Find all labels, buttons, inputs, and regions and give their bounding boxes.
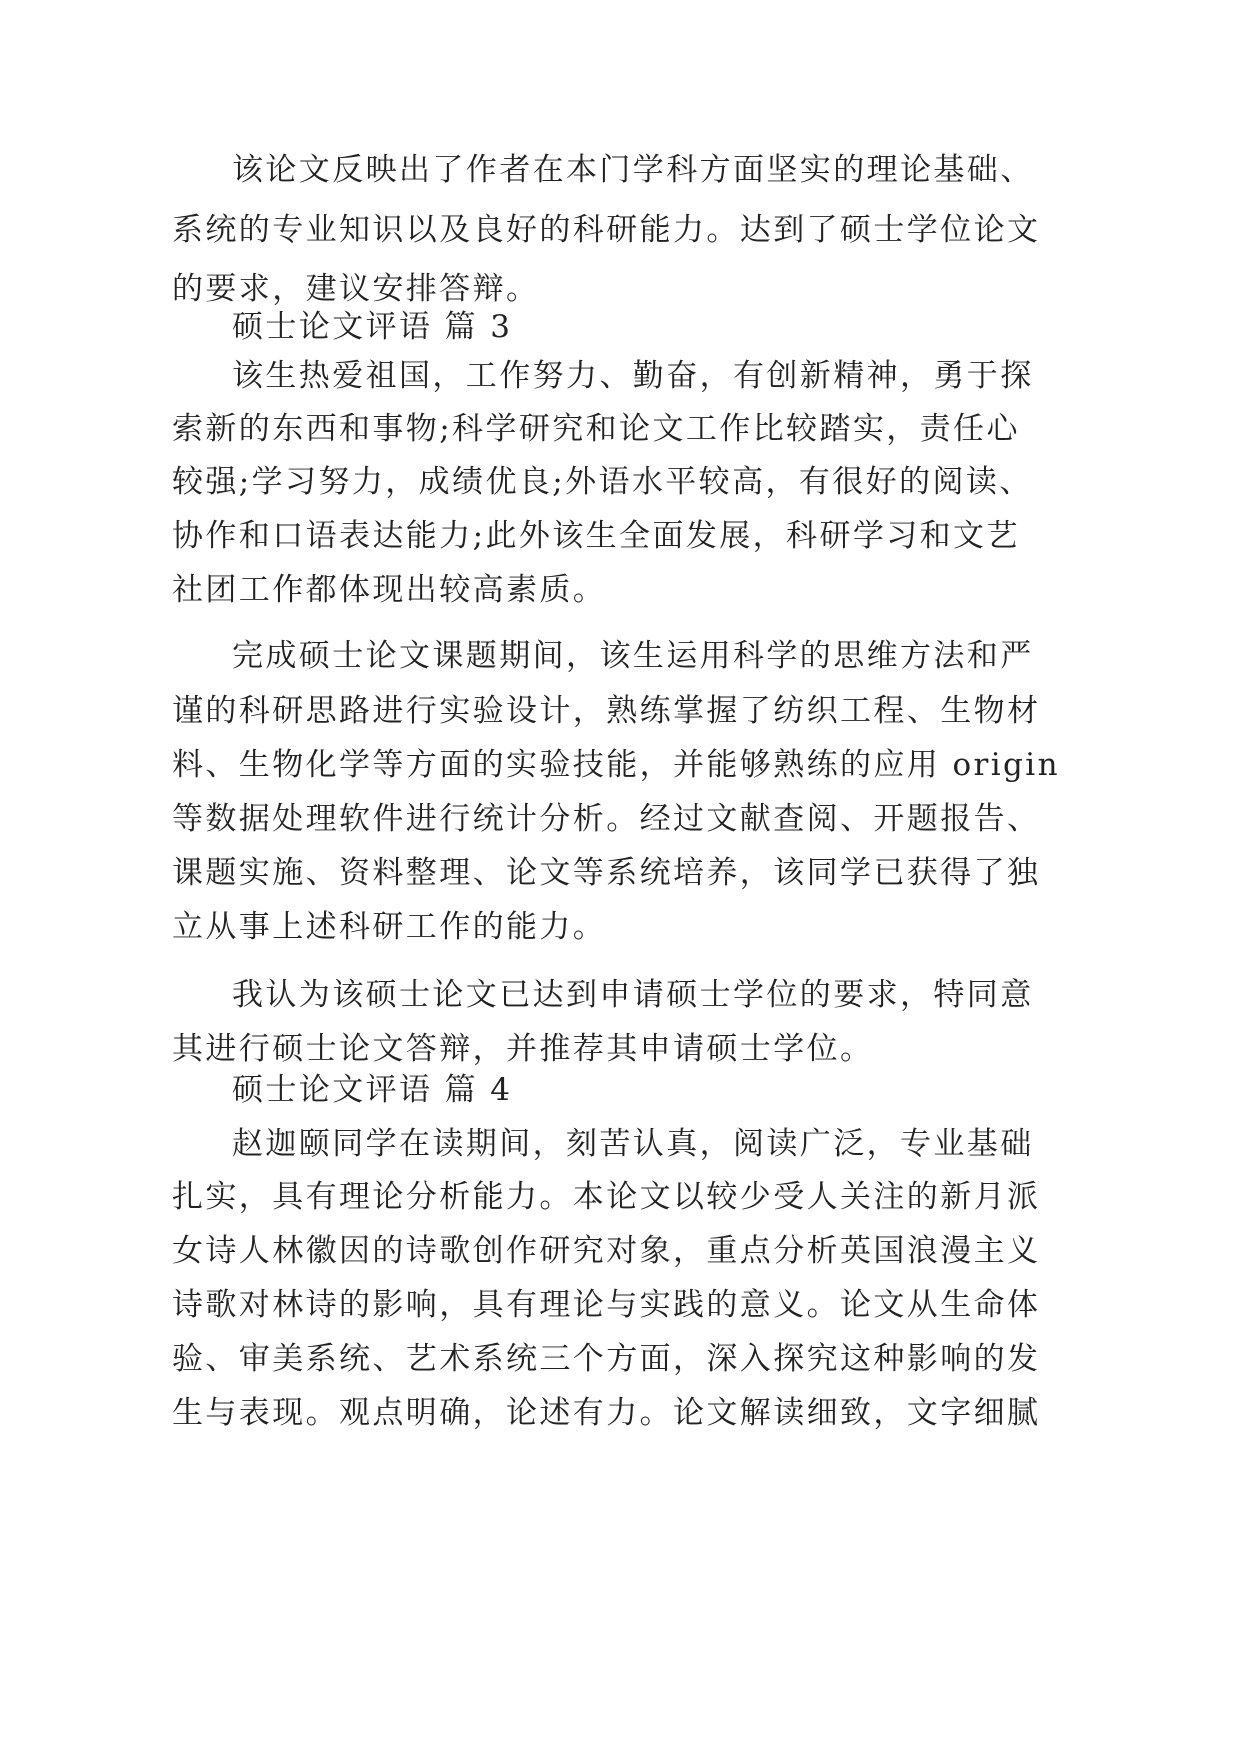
paragraph-line: 课题实施、资料整理、论文等系统培养，该同学已获得了独 xyxy=(172,855,1041,891)
paragraph-line: 其进行硕士论文答辩，并推荐其申请硕士学位。 xyxy=(172,1031,874,1067)
paragraph-line: 系统的专业知识以及良好的科研能力。达到了硕士学位论文 xyxy=(172,212,1041,248)
paragraph-line: 谨的科研思路进行实验设计，熟练掌握了纺织工程、生物材 xyxy=(172,693,1041,729)
paragraph-line: 我认为该硕士论文已达到申请硕士学位的要求，特同意 xyxy=(232,977,1034,1013)
paragraph-line: 料、生物化学等方面的实验技能，并能够熟练的应用 origin xyxy=(172,747,1060,783)
paragraph-line: 验、审美系统、艺术系统三个方面，深入探究这种影响的发 xyxy=(172,1341,1041,1377)
paragraph-line: 完成硕士论文课题期间，该生运用科学的思维方法和严 xyxy=(232,638,1034,674)
paragraph-line: 协作和口语表达能力;此外该生全面发展，科研学习和文艺 xyxy=(172,518,1020,554)
paragraph-line: 社团工作都体现出较高素质。 xyxy=(172,572,607,608)
section-heading: 硕士论文评语 篇 4 xyxy=(232,1072,513,1108)
paragraph-line: 索新的东西和事物;科学研究和论文工作比较踏实，责任心 xyxy=(172,411,1020,447)
paragraph-line: 的要求，建议安排答辩。 xyxy=(172,271,540,307)
paragraph-line: 扎实，具有理论分析能力。本论文以较少受人关注的新月派 xyxy=(172,1179,1041,1215)
paragraph-line: 生与表现。观点明确，论述有力。论文解读细致，文字细腻 xyxy=(172,1395,1041,1431)
paragraph-line: 女诗人林徽因的诗歌创作研究对象，重点分析英国浪漫主义 xyxy=(172,1233,1041,1269)
paragraph-line: 该生热爱祖国，工作努力、勤奋，有创新精神，勇于探 xyxy=(232,358,1034,394)
paragraph-line: 该论文反映出了作者在本门学科方面坚实的理论基础、 xyxy=(232,152,1034,188)
paragraph-line: 赵迦颐同学在读期间，刻苦认真，阅读广泛，专业基础 xyxy=(232,1126,1034,1162)
paragraph-line: 立从事上述科研工作的能力。 xyxy=(172,909,607,945)
paragraph-line: 等数据处理软件进行统计分析。经过文献查阅、开题报告、 xyxy=(172,801,1041,837)
paragraph-line: 较强;学习努力，成绩优良;外语水平较高，有很好的阅读、 xyxy=(172,464,1033,500)
section-heading: 硕士论文评语 篇 3 xyxy=(232,309,513,345)
paragraph-line: 诗歌对林诗的影响，具有理论与实践的意义。论文从生命体 xyxy=(172,1287,1041,1323)
